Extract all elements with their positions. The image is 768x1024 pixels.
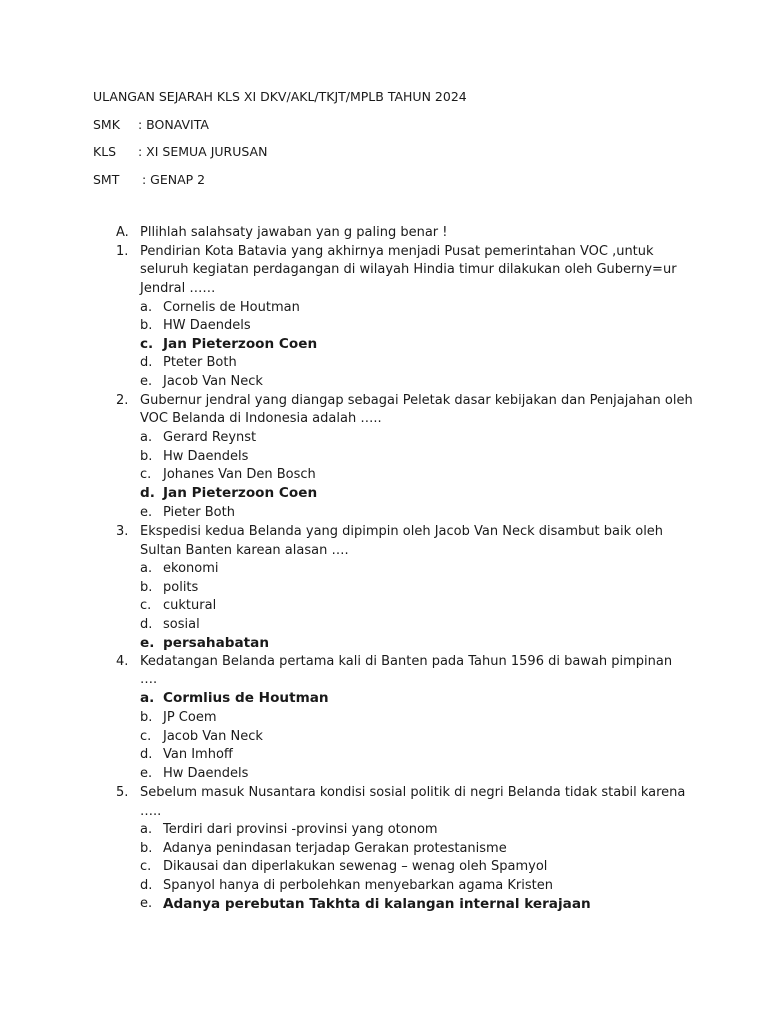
question-text: Ekspedisi kedua Belanda yang dipimpin oleh Jacob Van Neck disambut baik oleh	[140, 524, 664, 539]
semester-value: : GENAP 2	[138, 172, 206, 187]
option-text: ekonomi	[163, 561, 219, 576]
option-text: Jacob Van Neck	[163, 374, 263, 389]
option-letter: e.	[140, 896, 153, 911]
option-letter: a.	[140, 822, 153, 837]
option-letter: a.	[140, 430, 153, 445]
option-letter: d.	[140, 747, 153, 762]
question-text: Sebelum masuk Nusantara kondisi sosial politik di negri Belanda tidak stabil karena	[140, 785, 686, 800]
school-key: SMK	[93, 117, 120, 132]
class-line	[93, 144, 267, 159]
school-value: : BONAVITA	[138, 117, 209, 132]
class-value: : XI SEMUA JURUSAN	[138, 144, 268, 159]
option-text: Hw Daendels	[163, 449, 249, 464]
option-letter: e.	[140, 374, 153, 389]
question-text: Kedatangan Belanda pertama kali di Banten pada Tahun 1596 di bawah pimpinan	[140, 654, 673, 669]
option-letter: c.	[140, 598, 152, 613]
option-letter: c.	[140, 467, 152, 482]
option-text: Spanyol hanya di perbolehkan menyebarkan agama Kristen	[163, 878, 553, 893]
option-letter: c.	[140, 859, 152, 874]
option-letter: a.	[140, 300, 153, 315]
question-text: Sultan Banten karean alasan ….	[140, 543, 349, 558]
question-text: …..	[140, 804, 162, 819]
option-text-bold: Adanya perebutan Takhta di kalangan internal kerajaan	[163, 896, 591, 912]
option-letter: b.	[140, 841, 153, 856]
section-letter: A.	[116, 225, 129, 240]
option-letter: d.	[140, 485, 155, 501]
option-text: Pieter Both	[163, 505, 235, 520]
section-instruction: Pllihlah salahsaty jawaban yan g paling benar !	[140, 225, 448, 240]
option-letter: b.	[140, 580, 153, 595]
question-text: VOC Belanda di Indonesia adalah …..	[140, 411, 382, 426]
option-text: Cornelis de Houtman	[163, 300, 300, 315]
option-text: cuktural	[163, 598, 217, 613]
question-text: ….	[140, 672, 158, 687]
question-text: Pendirian Kota Batavia yang akhirnya menjadi Pusat pemerintahan VOC ,untuk	[140, 244, 654, 259]
option-text-bold: persahabatan	[163, 635, 270, 651]
exam-title: ULANGAN SEJARAH KLS XI DKV/AKL/TKJT/MPLB TAHUN 2024	[93, 89, 467, 104]
question-text: Jendral ……	[140, 281, 216, 296]
semester-line	[93, 172, 205, 187]
school-line	[93, 117, 209, 132]
option-text: Adanya penindasan terjadap Gerakan protestanisme	[163, 841, 507, 856]
option-text-bold: Jan Pieterzoon Coen	[163, 336, 318, 352]
option-text: Johanes Van Den Bosch	[163, 467, 316, 482]
option-text: Hw Daendels	[163, 766, 249, 781]
semester-key: SMT	[93, 172, 120, 187]
option-text-bold: Jan Pieterzoon Coen	[163, 485, 318, 501]
question-text: Gubernur jendral yang diangap sebagai Peletak dasar kebijakan dan Penjajahan oleh	[140, 393, 693, 408]
option-text: polits	[163, 580, 199, 595]
class-key: KLS	[93, 144, 117, 159]
question-number: 2.	[116, 393, 129, 408]
option-letter: e.	[140, 635, 155, 651]
question-number: 1.	[116, 244, 129, 259]
option-letter: d.	[140, 355, 153, 370]
option-text: sosial	[163, 617, 200, 632]
option-letter: e.	[140, 505, 153, 520]
option-letter: a.	[140, 690, 155, 706]
option-text: Gerard Reynst	[163, 430, 257, 445]
question-number: 3.	[116, 524, 129, 539]
option-letter: a.	[140, 561, 153, 576]
option-letter: b.	[140, 318, 153, 333]
option-text: Jacob Van Neck	[163, 729, 263, 744]
question-text: seluruh kegiatan perdagangan di wilayah Hindia timur dilakukan oleh Guberny=ur	[140, 262, 677, 277]
option-text-bold: Cormlius de Houtman	[163, 690, 329, 706]
question-number: 4.	[116, 654, 129, 669]
option-letter: e.	[140, 766, 153, 781]
option-letter: d.	[140, 617, 153, 632]
option-letter: c.	[140, 729, 152, 744]
option-text: Dikausai dan diperlakukan sewenag – wenag oleh Spamyol	[163, 859, 548, 874]
option-letter: b.	[140, 449, 153, 464]
question-number: 5.	[116, 785, 129, 800]
option-letter: b.	[140, 710, 153, 725]
option-text: JP Coem	[163, 710, 217, 725]
option-text: Van Imhoff	[163, 747, 233, 762]
option-text: Pteter Both	[163, 355, 237, 370]
option-letter: c.	[140, 336, 154, 352]
option-text: Terdiri dari provinsi -provinsi yang otonom	[163, 822, 438, 837]
option-letter: d.	[140, 878, 153, 893]
option-text: HW Daendels	[163, 318, 251, 333]
